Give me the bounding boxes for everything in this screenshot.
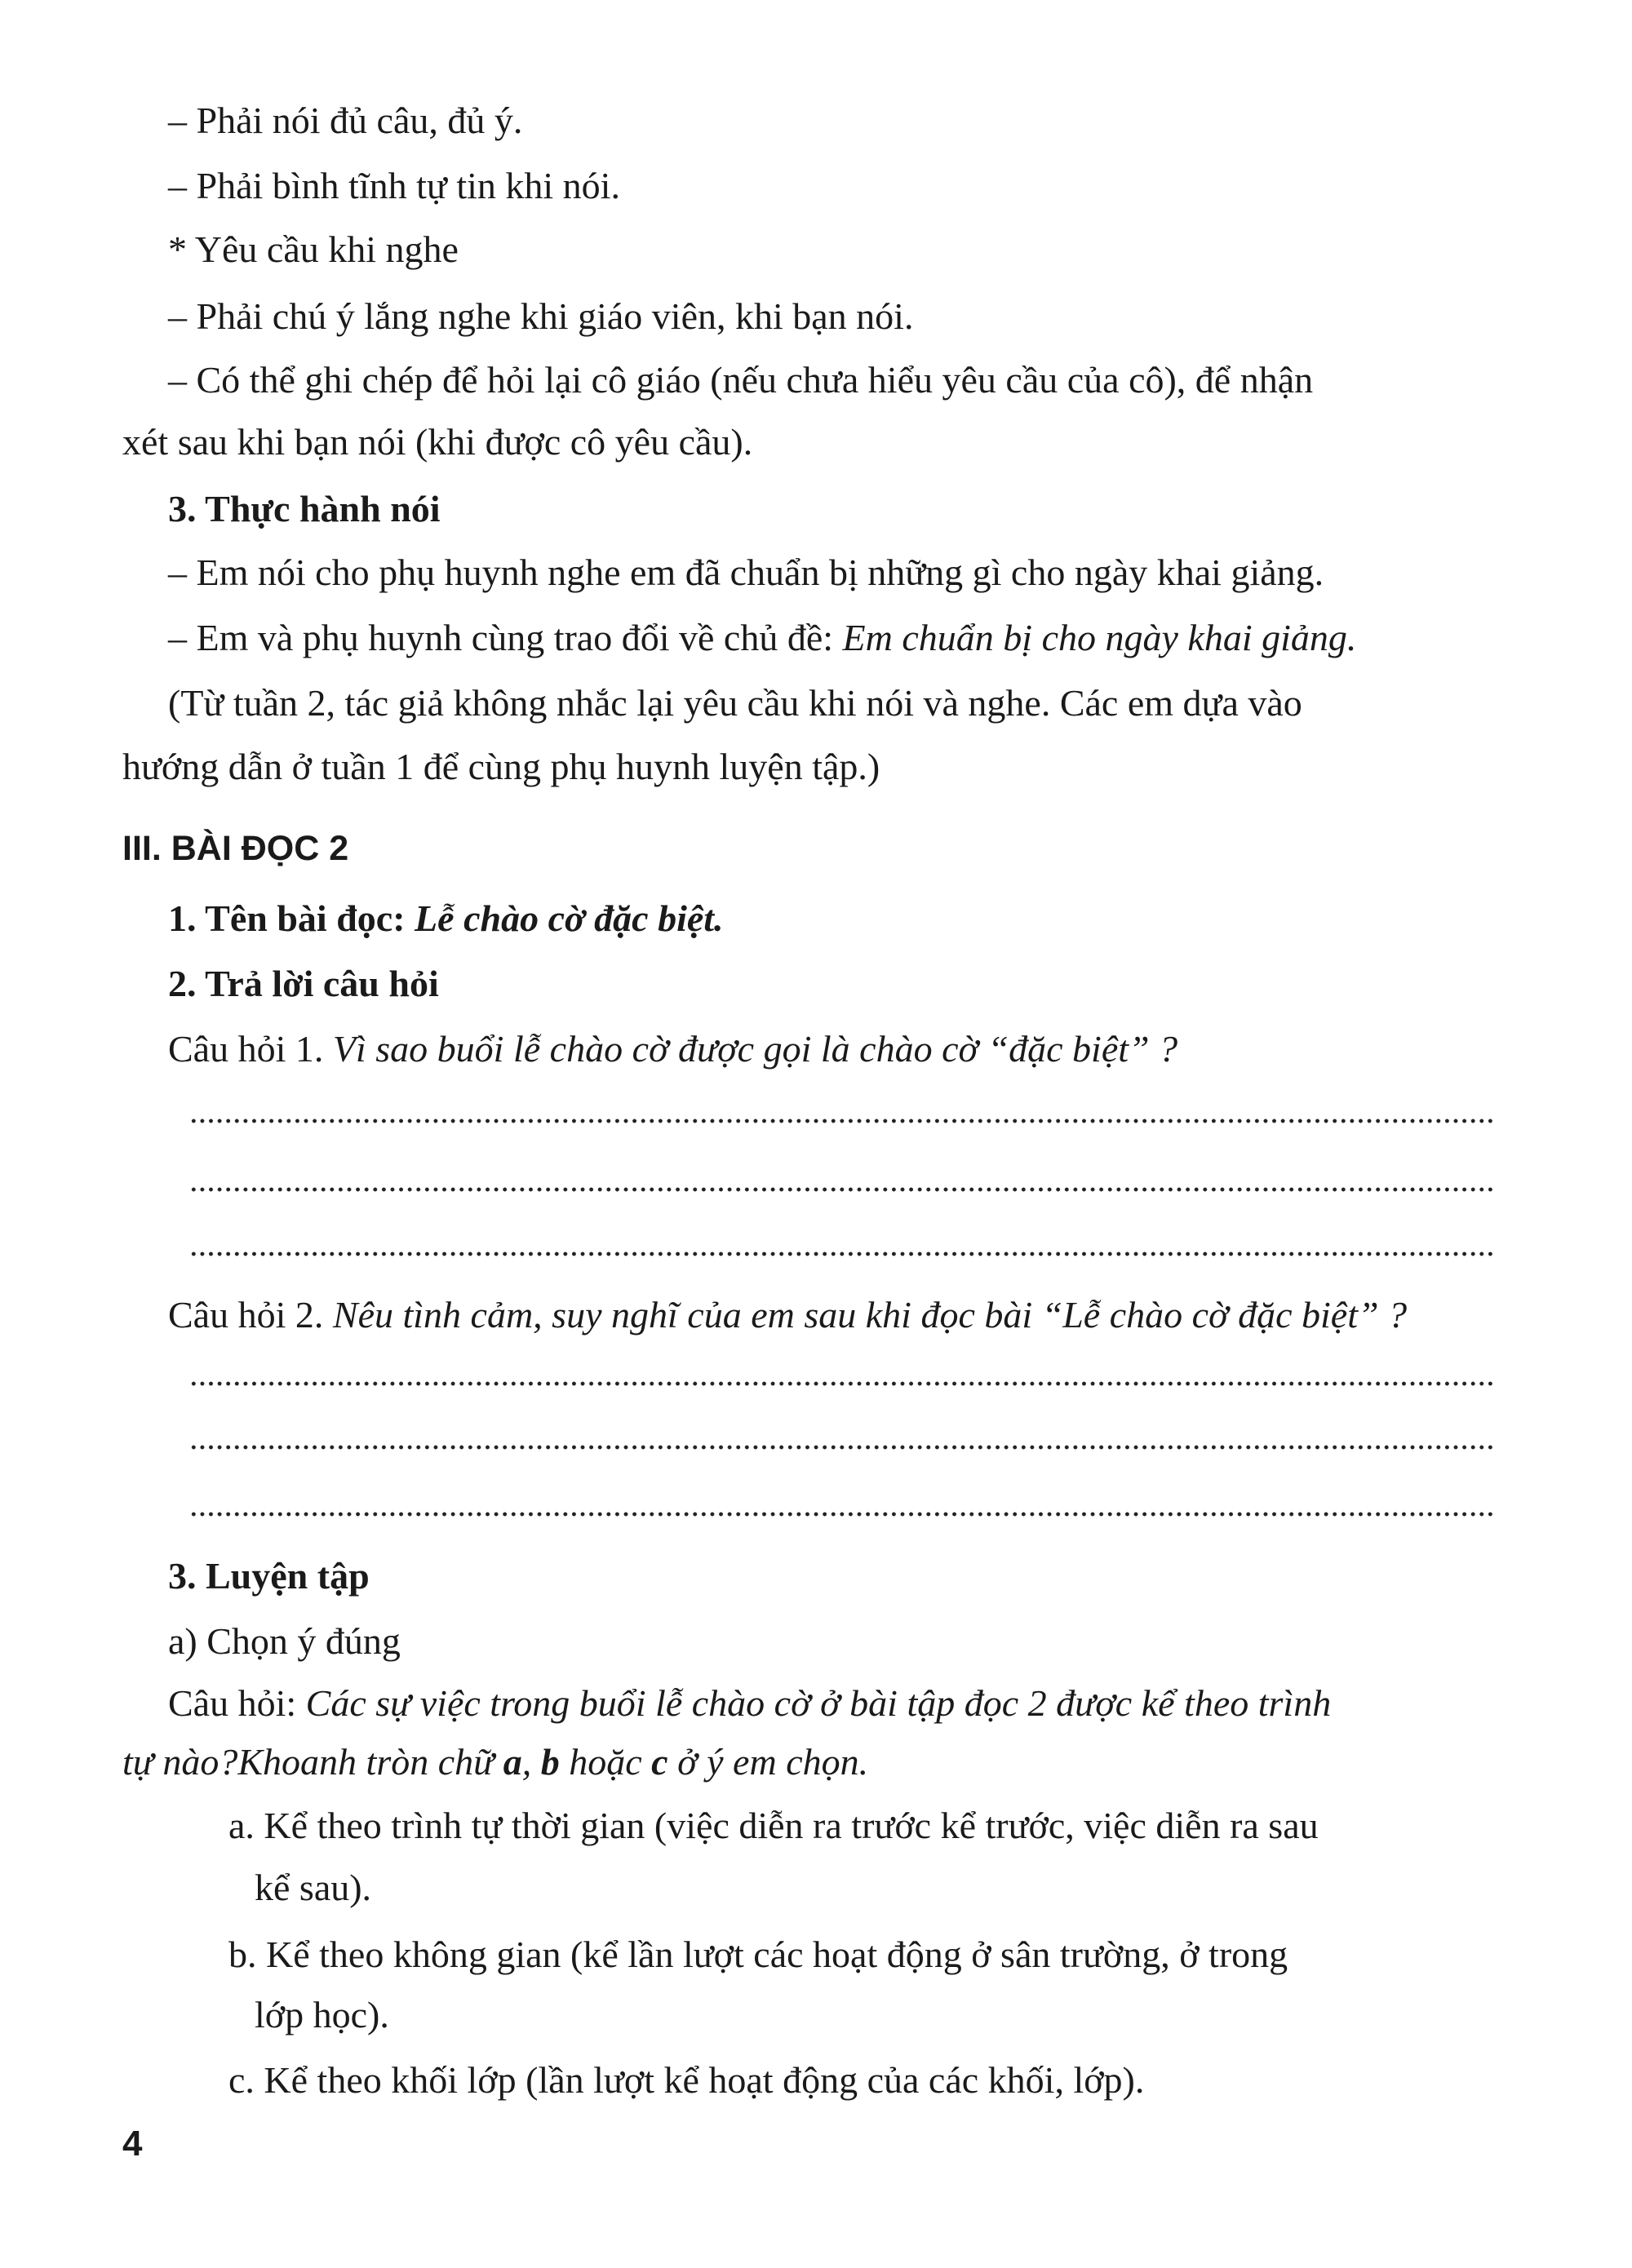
question-2-text: Nêu tình cảm, suy nghĩ của em sau khi đọc bài “Lễ chào cờ đặc biệt” ? (332, 1294, 1408, 1336)
listening-rule-2a: – Có thể ghi chép để hỏi lại cô giáo (nếu chưa hiểu yêu cầu của cô), để nhận (168, 359, 1314, 401)
section-heading-bai-doc-2: III. BÀI ĐỌC 2 (122, 829, 349, 868)
choice-letter-c: c (651, 1741, 668, 1783)
practice-item-2 (0, 614, 1632, 662)
question-2 (0, 1291, 1632, 1340)
exercise-question-a (0, 1679, 1632, 1728)
exercise-question-text-b2: ở ý em chọn. (667, 1741, 869, 1783)
reading-title-value: Lễ chào cờ đặc biệt. (415, 897, 724, 939)
choice-letter-a: a (503, 1741, 522, 1783)
question-1 (0, 1025, 1632, 1074)
exercise-subheading: a) Chọn ý đúng (168, 1620, 401, 1662)
practice-item-2-topic: Em chuẩn bị cho ngày khai giảng. (842, 617, 1357, 658)
option-b-line-1[interactable]: b. Kể theo không gian (kể lần lượt các hoạt động ở sân trường, ở trong (228, 1934, 1288, 1975)
listening-rule-2b: xét sau khi bạn nói (khi được cô yêu cầu). (122, 421, 753, 463)
speaking-rule-2: – Phải bình tĩnh tự tin khi nói. (168, 165, 620, 206)
exercise-heading: 3. Luyện tập (168, 1555, 370, 1597)
exercise-question-b (0, 1738, 1632, 1787)
answer-1-line-1[interactable] (189, 1118, 1493, 1123)
reading-title (0, 894, 1632, 943)
page-number: 4 (122, 2124, 143, 2164)
answer-2-line-3[interactable] (189, 1512, 1493, 1517)
practice-item-2-prefix: – Em và phụ huynh cùng trao đổi về chủ đề: (168, 617, 843, 658)
option-c[interactable]: c. Kể theo khối lớp (lần lượt kể hoạt động của các khối, lớp). (228, 2059, 1145, 2101)
question-1-text: Vì sao buổi lễ chào cờ được gọi là chào cờ “đặc biệt” ? (332, 1028, 1178, 1070)
practice-heading: 3. Thực hành nói (168, 488, 441, 529)
exercise-question-text-b1: tự nào?Khoanh tròn chữ (122, 1741, 503, 1783)
option-a-line-2[interactable]: kể sau). (255, 1867, 372, 1908)
question-1-label: Câu hỏi 1. (168, 1028, 333, 1070)
answer-heading: 2. Trả lời câu hỏi (168, 963, 439, 1004)
exercise-question-label: Câu hỏi: (168, 1682, 306, 1724)
practice-note-a: (Từ tuần 2, tác giả không nhắc lại yêu cầu khi nói và nghe. Các em dựa vào (168, 682, 1302, 724)
answer-1-line-3[interactable] (189, 1251, 1493, 1256)
exercise-question-text-a: Các sự việc trong buổi lễ chào cờ ở bài tập đọc 2 được kể theo trình (305, 1682, 1332, 1724)
choice-separator: , (521, 1741, 541, 1783)
answer-2-line-1[interactable] (189, 1381, 1493, 1386)
practice-item-1: – Em nói cho phụ huynh nghe em đã chuẩn bị những gì cho ngày khai giảng. (168, 551, 1324, 593)
choice-letter-b: b (540, 1741, 560, 1783)
listening-heading: * Yêu cầu khi nghe (168, 228, 459, 270)
practice-note-b: hướng dẫn ở tuần 1 để cùng phụ huynh luyện tập.) (122, 746, 880, 787)
option-a-line-1[interactable]: a. Kể theo trình tự thời gian (việc diễn ra trước kể trước, việc diễn ra sau (228, 1805, 1319, 1846)
choice-or: hoặc (559, 1741, 652, 1783)
reading-title-label: 1. Tên bài đọc: (168, 897, 415, 939)
listening-rule-1: – Phải chú ý lắng nghe khi giáo viên, khi bạn nói. (168, 295, 914, 337)
answer-2-line-2[interactable] (189, 1445, 1493, 1450)
speaking-rule-1: – Phải nói đủ câu, đủ ý. (168, 100, 523, 141)
answer-1-line-2[interactable] (189, 1187, 1493, 1192)
question-2-label: Câu hỏi 2. (168, 1294, 333, 1336)
option-b-line-2[interactable]: lớp học). (255, 1994, 389, 2035)
